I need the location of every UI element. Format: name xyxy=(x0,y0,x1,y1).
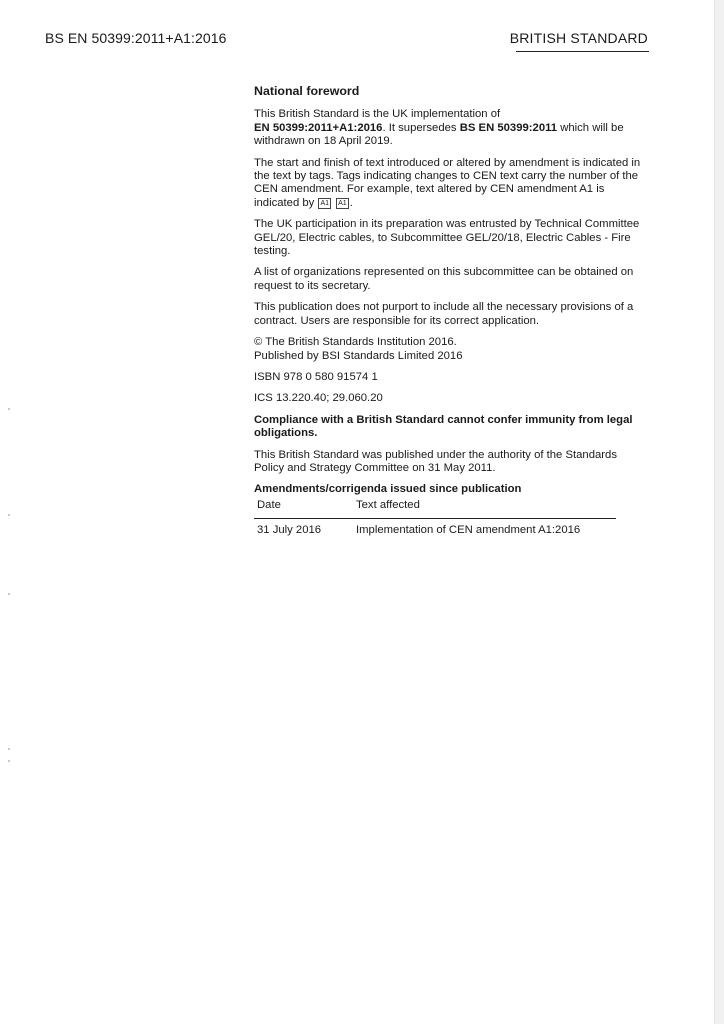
national-foreword xyxy=(254,85,644,538)
amendment-text: Implementation of CEN amendment A1:2016 xyxy=(356,524,581,537)
foreword-copyright: © The British Standards Institution 2016. Published by BSI Standards Limited 2016 xyxy=(254,336,463,362)
amendment-tag-open-icon: A1 xyxy=(320,199,329,207)
page-right-edge xyxy=(714,0,724,1024)
foreword-contract-note: This publication does not purport to include all the necessary provisions of a contract. Users are responsible for its correct application. xyxy=(254,301,634,327)
amendments-table xyxy=(254,499,616,538)
amendments-title: Amendments/corrigenda issued since publication xyxy=(254,483,522,496)
margin-dot xyxy=(8,760,10,762)
foreword-compliance: Compliance with a British Standard cannot confer immunity from legal obligations. xyxy=(254,413,633,440)
foreword-tags-note: The start and finish of text introduced or altered by amendment is indicated in the text by tags. Tags indicating changes to CEN text carry the number of the CEN amendment. For example, text altered by CEN amendment A1 is indicated by A1 A1 . xyxy=(254,156,641,209)
header-doc-id: BS EN 50399:2011+A1:2016 xyxy=(45,30,227,46)
table-row xyxy=(254,519,616,538)
margin-dot xyxy=(8,408,10,410)
amendment-date: 31 July 2016 xyxy=(257,524,322,537)
table-header-row xyxy=(254,499,616,519)
foreword-intro: This British Standard is the UK implementation of EN 50399:2011+A1:2016. It supersedes BS EN 50399:2011 which will be withdrawn on 18 April 2019. xyxy=(254,108,624,148)
amendment-tag-close-icon: A1 xyxy=(338,199,347,207)
foreword-isbn: ISBN 978 0 580 91574 1 xyxy=(254,370,378,383)
margin-dot xyxy=(8,748,10,750)
header-rule xyxy=(516,51,649,52)
header-label: BRITISH STANDARD xyxy=(509,30,648,46)
column-header-text-affected: Text affected xyxy=(353,499,616,519)
margin-dot xyxy=(8,593,10,595)
foreword-authority: This British Standard was published under the authority of the Standards Policy and Strategy Committee on 31 May 2011. xyxy=(254,448,617,474)
foreword-organizations: A list of organizations represented on this subcommittee can be obtained on request to its secretary. xyxy=(254,266,634,292)
margin-dot xyxy=(8,514,10,516)
foreword-committee: The UK participation in its preparation was entrusted by Technical Committee GEL/20, Electric cables, to Subcommittee GEL/20/18, Electric Cables - Fire testing. xyxy=(254,218,640,258)
column-header-date: Date xyxy=(254,499,353,519)
foreword-ics: ICS 13.220.40; 29.060.20 xyxy=(254,392,383,405)
foreword-title: National foreword xyxy=(254,84,360,98)
